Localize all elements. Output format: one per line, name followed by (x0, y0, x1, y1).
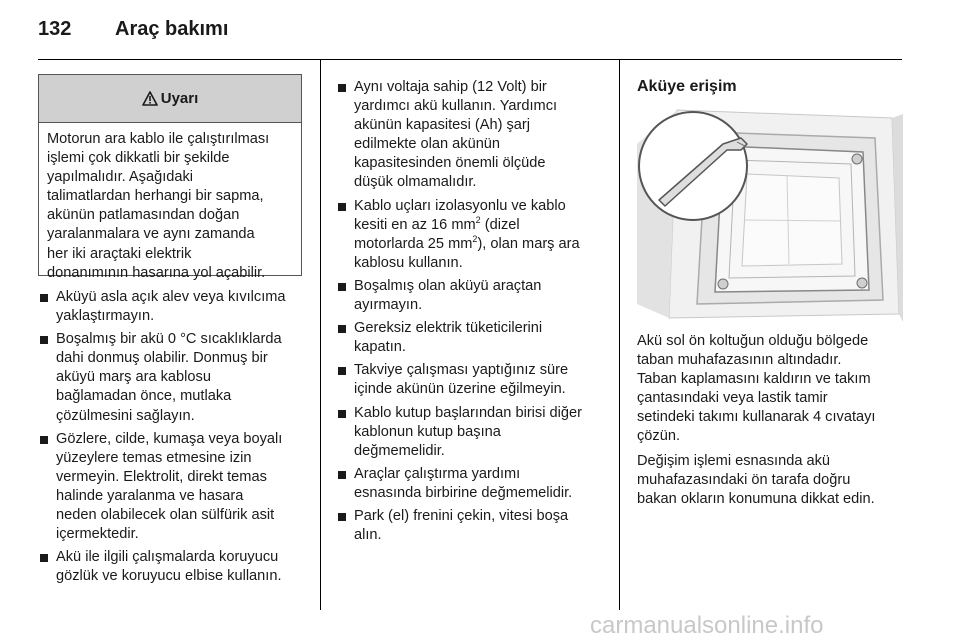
paragraph-line: setindeki takımı kullanarak 4 cıvatayı (637, 409, 876, 426)
list-item (38, 330, 304, 425)
left-bullet-list (38, 288, 304, 590)
battery-access-figure (637, 104, 903, 322)
paragraph-line: çözün. (637, 428, 680, 445)
superscript: 2 (475, 214, 481, 225)
column-divider-left (320, 60, 321, 610)
page-header (38, 18, 902, 58)
list-item-line: halinde yaralanma ve hasara (56, 487, 244, 504)
list-item-line: Aküyü asla açık alev veya kıvılcıma (56, 289, 286, 305)
list-item (336, 404, 606, 461)
list-item-line (354, 235, 606, 254)
paragraph-line: taban muhafazasının altındadır. (637, 352, 842, 369)
warning-box (38, 74, 302, 281)
warning-line: donanımının hasarına yol açabilir. (47, 264, 266, 281)
list-item-line: yaklaştırmayın. (56, 308, 155, 325)
list-item-line: Kablo uçları izolasyonlu ve kablo (354, 197, 566, 214)
list-item-line: vermeyin. Elektrolit, direkt temas (56, 468, 267, 485)
list-item-line: Gözlere, cilde, kumaşa veya boyalı (56, 430, 283, 447)
list-item (38, 288, 304, 326)
warning-line: işlemi çok dikkatli bir şekilde (47, 150, 230, 167)
warning-line: her iki araçtaki elektrik (47, 245, 192, 262)
paragraph (637, 332, 903, 447)
list-item (38, 430, 304, 545)
list-item-line: Boşalmış olan aküyü araçtan (354, 277, 542, 294)
list-item (336, 78, 606, 193)
list-item-line: Gereksiz elektrik tüketicilerini (354, 320, 543, 337)
superscript: 2 (472, 233, 478, 244)
list-item-line: kapatın. (354, 339, 406, 356)
list-item-line: alın. (354, 527, 382, 544)
list-item-line: bağlamadan önce, mutlaka (56, 388, 232, 405)
watermark: carmanualsonline.info (590, 612, 824, 639)
list-item (38, 548, 304, 586)
warning-body (39, 123, 301, 283)
middle-bullet-list (336, 78, 606, 549)
list-item (336, 507, 606, 545)
warning-header (39, 75, 301, 123)
paragraph-line: çantasındaki veya lastik tamir (637, 390, 828, 407)
list-item-line: Boşalmış bir akü 0 °C sıcaklıklarda (56, 331, 282, 348)
list-item-line: Araçlar çalıştırma yardımı (354, 465, 521, 482)
text-run: (dizel (480, 216, 520, 233)
list-item-line: içermektedir. (56, 526, 139, 543)
warning-line: Motorun ara kablo ile çalıştırılması (47, 131, 270, 147)
list-item-line: kablosu kullanın. (354, 254, 463, 271)
list-item-line: edilmekte olan akünün (354, 136, 501, 153)
section-title: Aküye erişim (637, 78, 737, 95)
list-item (336, 277, 606, 315)
list-item-line: içinde akünün üzerine eğilmeyin. (354, 381, 566, 398)
page-number: 132 (38, 18, 72, 40)
list-item-line: yüzeylere temas etmesine izin (56, 449, 252, 466)
list-item-line: Akü ile ilgili çalışmalarda koruyucu (56, 549, 279, 566)
warning-line: talimatlardan herhangi bir sapma, (47, 188, 264, 205)
list-item-line: düşük olmamalıdır. (354, 174, 477, 191)
list-item (336, 361, 606, 399)
right-body (637, 332, 903, 514)
list-item-line: değmemelidir. (354, 442, 445, 459)
warning-line: akünün patlamasından doğan (47, 207, 240, 224)
paragraph (637, 452, 903, 509)
warning-line: yaralanmalara ve aynı zamanda (47, 226, 255, 243)
column-divider-right (619, 60, 620, 610)
warning-triangle-icon (142, 91, 158, 106)
list-item-line: esnasında birbirine değmemelidir. (354, 484, 573, 501)
text-run: kesiti en az 16 mm (354, 216, 476, 233)
list-item-line: Kablo kutup başlarından birisi diğer (354, 404, 582, 421)
paragraph-line: muhafazasındaki ön tarafa doğru (637, 471, 851, 488)
paragraph-line: Akü sol ön koltuğun olduğu bölgede (637, 333, 869, 349)
paragraph-line: Değişim işlemi esnasında akü (637, 452, 831, 469)
list-item-line: ayırmayın. (354, 297, 423, 314)
list-item-line: Park (el) frenini çekin, vitesi boşa (354, 507, 569, 524)
page-title: Araç bakımı (115, 18, 229, 40)
text-run: motorlarda 25 mm (354, 235, 473, 252)
list-item-line: Takviye çalışması yaptığınız süre (354, 362, 569, 379)
list-item-line: dahi donmuş olabilir. Donmuş bir (56, 350, 268, 367)
list-item-line: gözlük ve koruyucu elbise kullanın. (56, 568, 282, 585)
paragraph-line: Taban kaplamasını kaldırın ve takım (637, 371, 871, 388)
list-item-line: aküyü marş ara kablosu (56, 369, 211, 386)
paragraph-line: bakan okların konumuna dikkat edin. (637, 490, 875, 507)
list-item (336, 465, 606, 503)
list-item-line (354, 216, 606, 235)
warning-title: Uyarı (160, 90, 199, 107)
list-item-line: Aynı voltaja sahip (12 Volt) bir (354, 79, 547, 95)
list-item-line: çözülmesini sağlayın. (56, 407, 195, 424)
header-rule (38, 59, 902, 60)
text-run: ), olan marş ara (477, 235, 580, 252)
list-item-line: neden olabilecek olan sülfürik asit (56, 507, 275, 524)
list-item (336, 319, 606, 357)
list-item (336, 197, 606, 273)
list-item-line: akünün kapasitesi (Ah) şarj (354, 117, 531, 134)
list-item-line: kapasitesinden önemli ölçüde (354, 155, 546, 172)
list-item-line: kablonun kutup başına (354, 423, 501, 440)
list-item-line: yardımcı akü kullanın. Yardımcı (354, 98, 558, 115)
warning-line: yapılmalıdır. Aşağıdaki (47, 169, 194, 186)
